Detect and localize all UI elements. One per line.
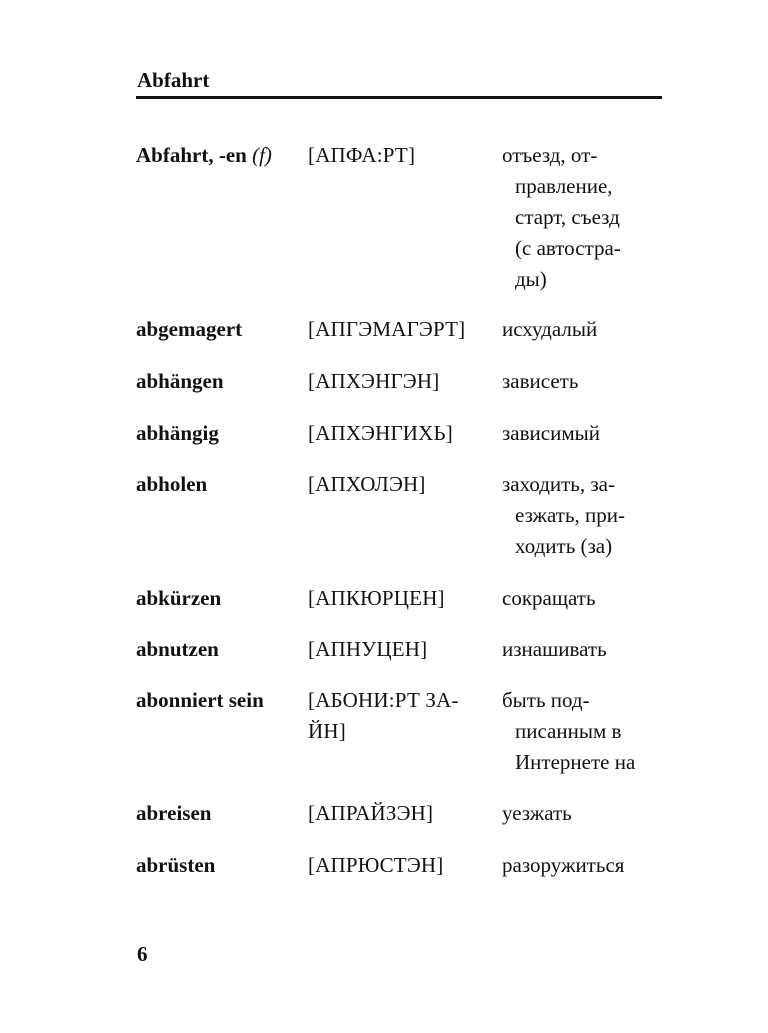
- page-number: 6: [137, 942, 148, 966]
- translation-line: езжать, при-: [515, 503, 626, 527]
- headword: abhängen: [136, 369, 224, 393]
- dictionary-entry: [136, 685, 676, 778]
- dictionary-entry: [136, 140, 676, 295]
- translation: [502, 418, 672, 449]
- headword: abreisen: [136, 801, 212, 825]
- dictionary-entry: [136, 583, 676, 614]
- dictionary-entry: [136, 798, 676, 829]
- headword: abrüsten: [136, 853, 216, 877]
- header-rule: [136, 96, 662, 99]
- translation: [502, 140, 672, 295]
- translation: [502, 583, 672, 614]
- translation-line: разоружиться: [502, 853, 625, 877]
- translation-line: отъезд, от-: [502, 143, 598, 167]
- translation-line: изнашивать: [502, 637, 607, 661]
- dictionary-entry: [136, 634, 676, 665]
- transcription: [АПХЭНГИХЬ]: [308, 421, 453, 445]
- dictionary-entry: [136, 469, 676, 562]
- translation: [502, 685, 672, 778]
- headword: abholen: [136, 472, 208, 496]
- headword: abnutzen: [136, 637, 219, 661]
- gender-marker: (f): [252, 143, 272, 167]
- transcription: [АБОНИ:РТ ЗА- ЙН]: [308, 688, 459, 743]
- headword: Abfahrt, -en (f): [136, 143, 272, 167]
- translation: [502, 314, 672, 345]
- translation-line: Интернете на: [515, 750, 636, 774]
- translation-line: уезжать: [502, 801, 572, 825]
- translation-line: зависимый: [502, 421, 600, 445]
- translation-line: писанным в: [515, 719, 622, 743]
- translation-line: зависеть: [502, 369, 579, 393]
- dictionary-entry: [136, 850, 676, 881]
- translation-line: правление,: [515, 174, 613, 198]
- translation-line: заходить, за-: [502, 472, 615, 496]
- transcription: [АПРАЙЗЭН]: [308, 801, 434, 825]
- dictionary-entries: [136, 140, 676, 881]
- translation: [502, 798, 672, 829]
- transcription: [АПХОЛЭН]: [308, 472, 426, 496]
- dictionary-entry: [136, 314, 676, 345]
- translation: [502, 469, 672, 562]
- dictionary-entry: [136, 366, 676, 397]
- transcription: [АПРЮСТЭН]: [308, 853, 444, 877]
- headword: abhängig: [136, 421, 219, 445]
- transcription: [АПКЮРЦЕН]: [308, 586, 445, 610]
- transcription: [АПФА:РТ]: [308, 143, 416, 167]
- translation-line: ды): [515, 267, 547, 291]
- translation-line: быть под-: [502, 688, 590, 712]
- transcription: [АПГЭМАГЭРТ]: [308, 317, 466, 341]
- translation: [502, 850, 672, 881]
- translation-line: старт, съезд: [515, 205, 620, 229]
- translation: [502, 366, 672, 397]
- running-head: Abfahrt: [137, 68, 210, 92]
- translation: [502, 634, 672, 665]
- translation-line: ходить (за): [515, 534, 613, 558]
- translation-line: сокращать: [502, 586, 596, 610]
- headword: abgemagert: [136, 317, 243, 341]
- transcription: [АПХЭНГЭН]: [308, 369, 440, 393]
- headword: abonniert sein: [136, 688, 264, 712]
- dictionary-entry: [136, 418, 676, 449]
- transcription: [АПНУЦЕН]: [308, 637, 428, 661]
- headword: abkürzen: [136, 586, 222, 610]
- translation-line: (с автостра-: [515, 236, 621, 260]
- translation-line: исхудалый: [502, 317, 598, 341]
